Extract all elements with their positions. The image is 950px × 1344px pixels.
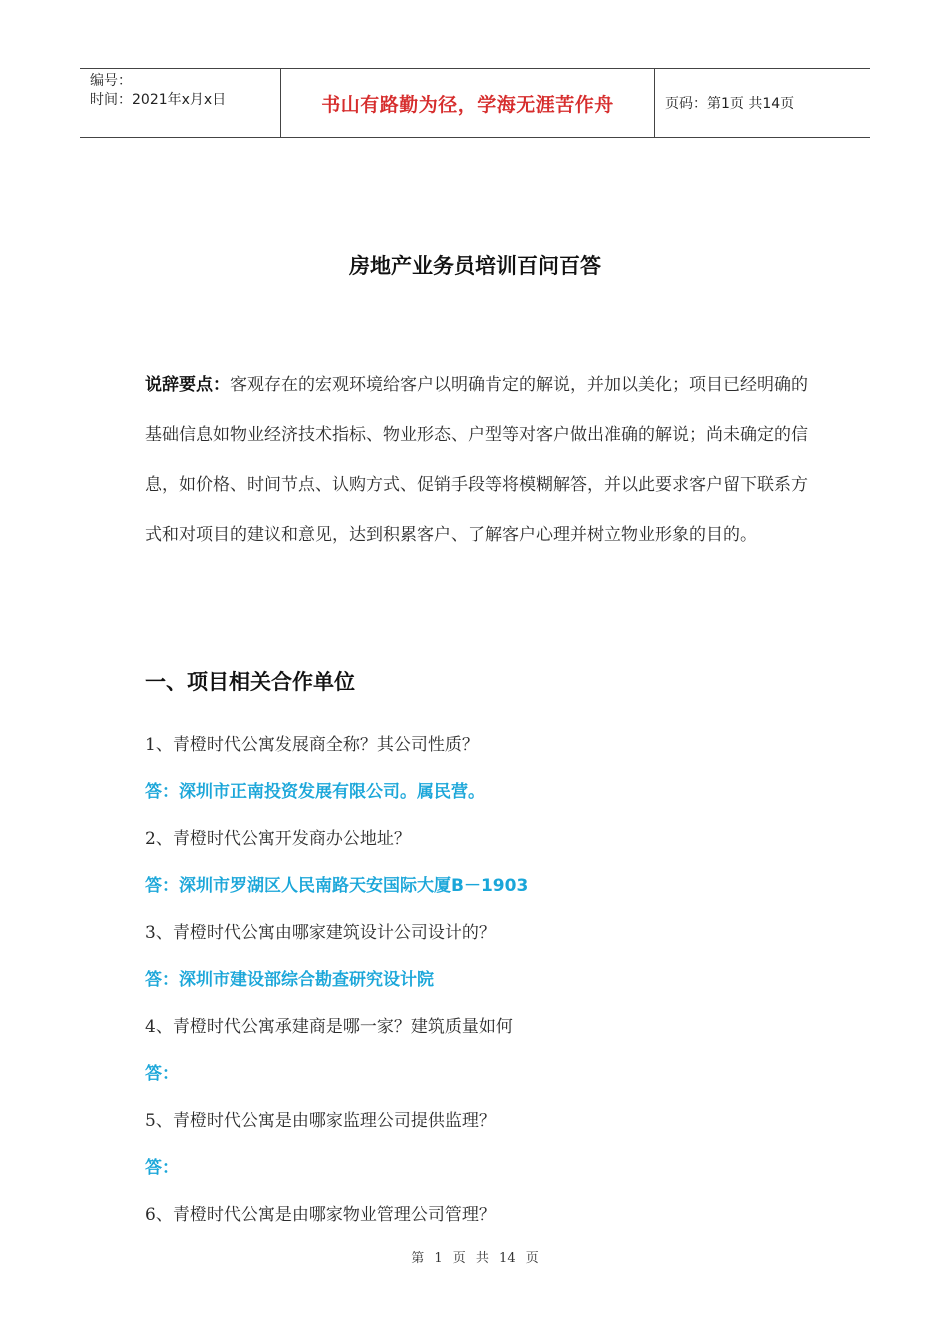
section-heading: 一、项目相关合作单位 [145, 670, 355, 694]
header-meta-cell [80, 69, 281, 137]
number-label: 编号： [90, 73, 132, 89]
answer-2: 答：深圳市罗湖区人民南路天安国际大厦B－1903 [145, 876, 529, 896]
question-1: 1、青橙时代公寓发展商全称？其公司性质？ [145, 735, 479, 755]
page-info: 页码：第1页 共14页 [665, 96, 795, 112]
answer-4: 答： [145, 1064, 179, 1084]
qa-list [145, 722, 825, 1239]
intro-paragraph [145, 360, 808, 560]
answer-1: 答：深圳市正南投资发展有限公司。属民营。 [145, 782, 485, 802]
question-2: 2、青橙时代公寓开发商办公地址？ [145, 829, 411, 849]
intro-lead: 说辞要点： [145, 375, 230, 395]
question-3: 3、青橙时代公寓由哪家建筑设计公司设计的？ [145, 923, 496, 943]
question-5: 5、青橙时代公寓是由哪家监理公司提供监理？ [145, 1111, 496, 1131]
motto: 书山有路勤为径，学海无涯苦作舟 [281, 69, 655, 137]
answer-3: 答：深圳市建设部综合勘查研究设计院 [145, 970, 434, 990]
answer-5: 答： [145, 1158, 179, 1178]
question-6: 6、青橙时代公寓是由哪家物业管理公司管理？ [145, 1205, 496, 1225]
question-4: 4、青橙时代公寓承建商是哪一家？建筑质量如何 [145, 1017, 513, 1037]
document-header [80, 68, 870, 138]
date-label: 时间：2021年x月x日 [90, 92, 227, 108]
page-footer: 第 1 页 共 14 页 [411, 1251, 539, 1266]
intro-body: 客观存在的宏观环境给客户以明确肯定的解说，并加以美化；项目已经明确的基础信息如物业经济技术指标、物业形态、户型等对客户做出准确的解说；尚未确定的信息，如价格、时间节点、认购方式、促销手段等将模糊解答，并以此要求客户留下联系方式和对项目的建议和意见，达到积累客户、了解客户心理并树立物业形象的目的。 [145, 375, 808, 545]
page-title: 房地产业务员培训百问百答 [349, 254, 601, 278]
